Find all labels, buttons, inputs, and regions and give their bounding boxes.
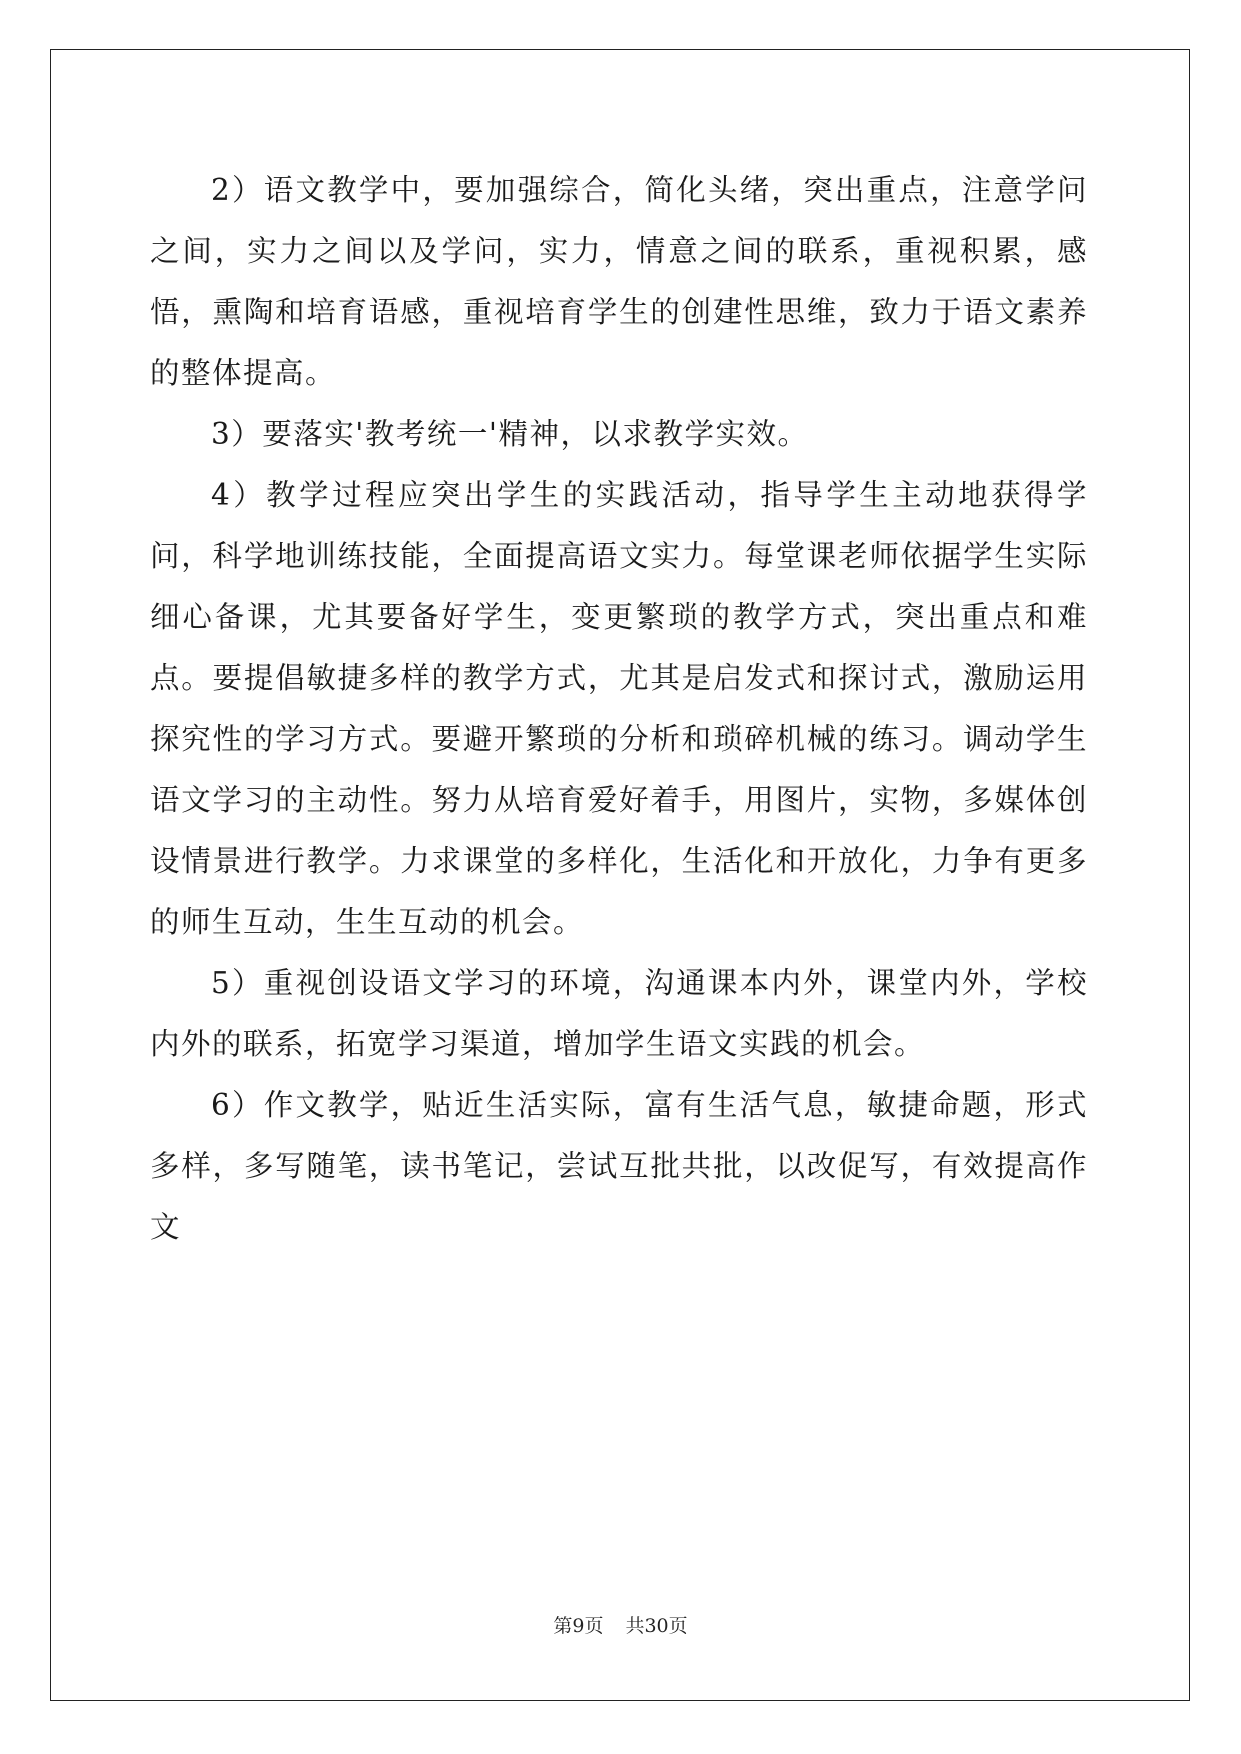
paragraph: 5）重视创设语文学习的环境，沟通课本内外，课堂内外，学校内外的联系，拓宽学习渠道，增加学生语文实践的机会。 bbox=[150, 966, 1088, 1061]
paragraph: 6）作文教学，贴近生活实际，富有生活气息，敏捷命题，形式多样，多写随笔，读书笔记，尝试互批共批，以改促写，有效提高作文 bbox=[150, 1088, 1088, 1244]
current-page-label: 第9页 bbox=[553, 1615, 604, 1637]
paragraph: 3）要落实'教考统一'精神，以求教学实效。 bbox=[211, 417, 809, 451]
paragraph: 2）语文教学中，要加强综合，简化头绪，突出重点，注意学问之间，实力之间以及学问，实力，情意之间的联系，重视积累，感悟，熏陶和培育语感，重视培育学生的创建性思维，致力于语文素养的整体提高。 bbox=[150, 173, 1088, 390]
page-footer bbox=[0, 1611, 1241, 1638]
document-body bbox=[150, 160, 1088, 1258]
total-pages-label: 共30页 bbox=[625, 1615, 688, 1637]
paragraph: 4）教学过程应突出学生的实践活动，指导学生主动地获得学问，科学地训练技能，全面提高语文实力。每堂课老师依据学生实际细心备课，尤其要备好学生，变更繁琐的教学方式，突出重点和难点。要提倡敏捷多样的教学方式，尤其是启发式和探讨式，激励运用探究性的学习方式。要避开繁琐的分析和琐碎机械的练习。调动学生语文学习的主动性。努力从培育爱好着手，用图片，实物，多媒体创设情景进行教学。力求课堂的多样化，生活化和开放化，力争有更多的师生互动，生生互动的机会。 bbox=[150, 478, 1088, 939]
